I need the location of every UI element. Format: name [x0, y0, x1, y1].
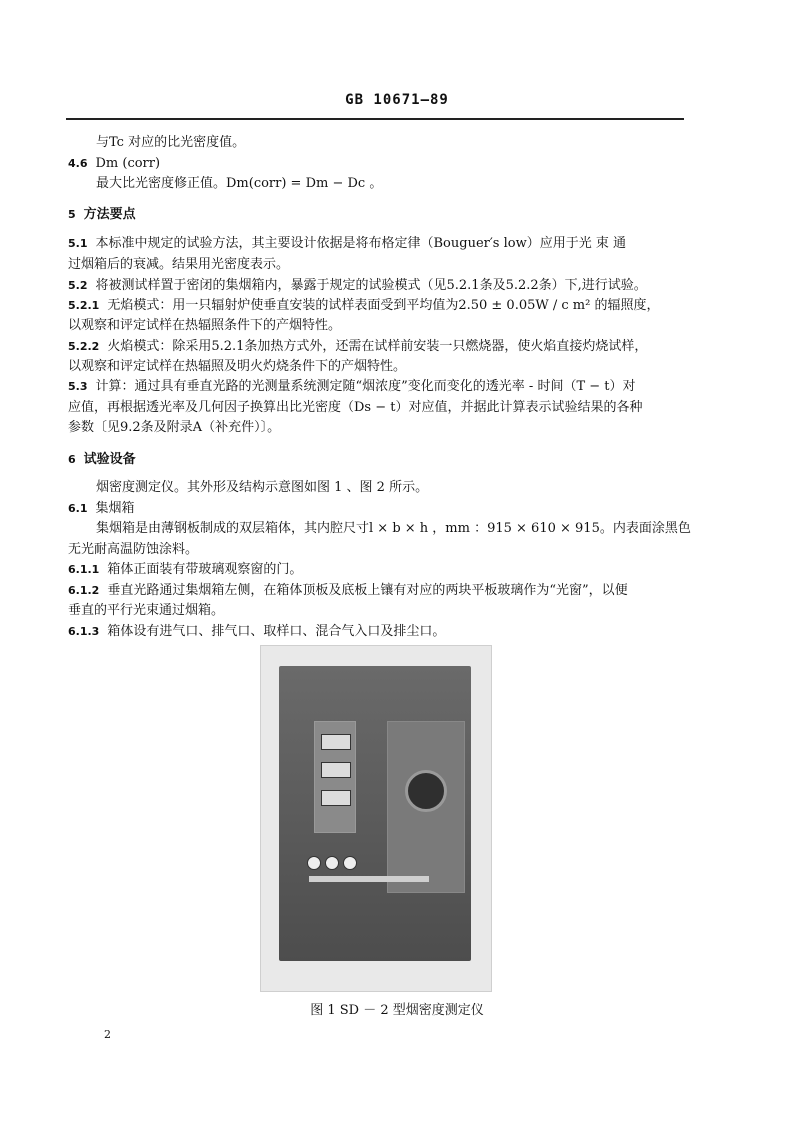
meter-icon [321, 734, 351, 750]
section-title: 方法要点 [83, 207, 136, 222]
clause-6-1 [68, 500, 135, 518]
header-rule [66, 118, 684, 120]
clause-5-2 [68, 277, 647, 295]
document-header: GB 10671—89 [345, 92, 449, 108]
observation-window [405, 770, 447, 812]
figure-caption: 图 1 SD － 2 型烟密度测定仪 [310, 1003, 484, 1018]
clause-text: 火焰模式：除采用5.2.1条加热方式外，还需在试样前安装一只燃烧器，使火焰直接灼烧试样， [107, 339, 648, 354]
clause-text: 本标准中规定的试验方法，其主要设计依据是将布格定律（Bouguer′s low）应用于光 束 通 [95, 236, 626, 251]
text-line: 与Tc 对应的比光密度值。 [96, 135, 246, 150]
text-line: 以观察和评定试样在热辐照条件下的产烟特性。 [68, 318, 342, 333]
clause-text: 垂直光路通过集烟箱左侧，在箱体顶板及底板上镶有对应的两块平板玻璃作为“光窗”，以便 [107, 583, 628, 598]
clause-5-3 [68, 378, 636, 396]
clause-text: 箱体正面装有带玻璃观察窗的门。 [107, 562, 303, 577]
clause-5-2-2 [68, 338, 647, 356]
clause-6-1-2 [68, 582, 628, 600]
meter-icon [321, 762, 351, 778]
clause-number: 6.1.1 [68, 563, 100, 576]
smoke-density-apparatus-image [279, 666, 471, 961]
clause-5-2-1 [68, 297, 659, 315]
clause-5-1 [68, 235, 626, 253]
clause-text: 无焰模式：用一只辐射炉使垂直安装的试样表面受到平均值为2.50 ± 0.05W / c m² 的辐照度， [107, 298, 660, 313]
gas-pipe [309, 876, 429, 882]
text-line: 以观察和评定试样在热辐照及明火灼烧条件下的产烟特性。 [68, 359, 407, 374]
clause-number: 5.2.1 [68, 299, 100, 312]
knob-icon [325, 856, 339, 870]
section-title: 试验设备 [83, 452, 136, 467]
chamber-door [387, 721, 465, 893]
knob-icon [307, 856, 321, 870]
clause-title: 集烟箱 [95, 501, 135, 516]
clause-number: 4.6 [68, 157, 88, 170]
clause-symbol: Dm (corr) [95, 156, 161, 171]
clause-number: 6.1.3 [68, 625, 100, 638]
figure-1-photo [260, 645, 492, 992]
clause-number: 6.1.2 [68, 584, 100, 597]
text-line: 最大比光密度修正值。Dm(corr) = Dm − Dc 。 [96, 176, 383, 191]
meter-icon [321, 790, 351, 806]
clause-number: 5.1 [68, 237, 88, 250]
text-line: 集烟箱是由薄钢板制成的双层箱体，其内腔尺寸l × b × h ，mm ：915 × 610 × 915。内表面涂黑色 [96, 521, 691, 536]
section-number: 5 [68, 208, 76, 221]
knob-icon [343, 856, 357, 870]
clause-text: 计算：通过具有垂直光路的光测量系统测定随“烟浓度”变化而变化的透光率 - 时间（T − t）对 [95, 379, 636, 394]
section-number: 6 [68, 453, 76, 466]
clause-number: 5.3 [68, 380, 88, 393]
text-line: 参数〔见9.2条及附录A（补充件）〕。 [68, 420, 281, 435]
section-5-heading [68, 206, 136, 224]
clause-text: 箱体设有进气口、排气口、取样口、混合气入口及排尘口。 [107, 624, 446, 639]
text-line: 无光耐高温防蚀涂料。 [68, 542, 199, 557]
clause-6-1-1 [68, 561, 302, 579]
text-line: 应值，再根据透光率及几何因子换算出比光密度（Ds − t）对应值，并据此计算表示试验结果的各种 [68, 400, 643, 415]
clause-4-6 [68, 155, 160, 173]
clause-number: 6.1 [68, 502, 88, 515]
clause-number: 5.2.2 [68, 340, 100, 353]
control-panel [314, 721, 356, 833]
text-line: 过烟箱后的衰减。结果用光密度表示。 [68, 257, 290, 272]
page-number: 2 [104, 1028, 111, 1041]
clause-6-1-3 [68, 623, 445, 641]
clause-number: 5.2 [68, 279, 88, 292]
text-line: 烟密度测定仪。其外形及结构示意图如图 1 、图 2 所示。 [96, 480, 429, 495]
clause-text: 将被测试样置于密闭的集烟箱内，暴露于规定的试验模式（见5.2.1条及5.2.2条）下,进行试验。 [95, 278, 647, 293]
section-6-heading [68, 451, 136, 469]
text-line: 垂直的平行光束通过烟箱。 [68, 603, 225, 618]
